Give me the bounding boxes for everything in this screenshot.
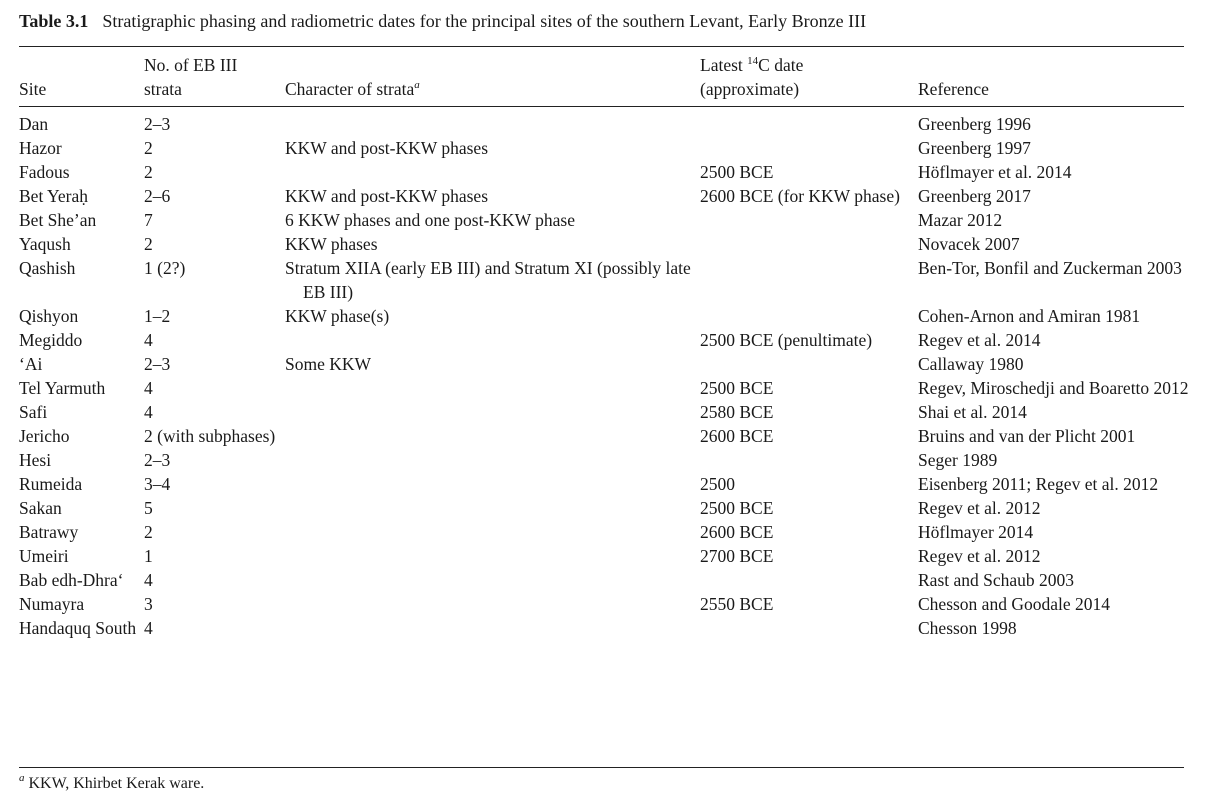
cell-reference: Greenberg 1996 xyxy=(918,114,1031,134)
cell-strata: 2 (with subphases) xyxy=(144,426,276,446)
cell-character: KKW and post-KKW phases xyxy=(285,138,489,158)
cell-site: Batrawy xyxy=(19,522,79,542)
table-row xyxy=(19,256,1189,304)
cell-site: Tel Yarmuth xyxy=(19,378,106,398)
cell-site: Fadous xyxy=(19,162,70,182)
cell-strata: 2 xyxy=(144,138,153,158)
footnote-text: KKW, Khirbet Kerak ware. xyxy=(24,775,205,792)
cell-reference: Chesson 1998 xyxy=(918,618,1017,638)
cell-date: 2600 BCE xyxy=(700,522,774,542)
cell-reference: Seger 1989 xyxy=(918,450,998,470)
cell-date: 2600 BCE (for KKW phase) xyxy=(700,186,900,206)
header-row xyxy=(19,53,1189,102)
cell-reference: Regev et al. 2012 xyxy=(918,498,1041,518)
header-strata: No. of EB III strata xyxy=(144,55,238,99)
cell-character xyxy=(285,472,700,496)
cell-strata: 2–3 xyxy=(144,450,171,470)
table-row xyxy=(19,184,1189,208)
cell-character: 6 KKW phases and one post-KKW phase xyxy=(285,210,575,230)
table-row xyxy=(19,304,1189,328)
top-rule xyxy=(19,46,1184,47)
cell-character xyxy=(285,568,700,592)
cell-reference: Mazar 2012 xyxy=(918,210,1003,230)
cell-character xyxy=(285,160,700,184)
cell-date: 2500 xyxy=(700,474,735,494)
cell-reference: Rast and Schaub 2003 xyxy=(918,570,1075,590)
header-date: Latest $^{14}$C date (approximate) xyxy=(700,55,804,99)
cell-strata: 5 xyxy=(144,498,153,518)
cell-site: Numayra xyxy=(19,594,85,614)
cell-strata: 7 xyxy=(144,210,153,230)
cell-strata: 1 (2?) xyxy=(144,258,186,278)
cell-site: Qishyon xyxy=(19,306,79,326)
cell-date xyxy=(700,448,918,472)
cell-date: 2500 BCE xyxy=(700,378,774,398)
cell-date xyxy=(700,232,918,256)
cell-character xyxy=(285,448,700,472)
table-row xyxy=(19,208,1189,232)
cell-reference: Regev et al. 2014 xyxy=(918,330,1041,350)
cell-character xyxy=(285,424,700,448)
table-title: Stratigraphic phasing and radiometric dates for the principal sites of the southern Levant, Early Bronze III xyxy=(102,11,867,31)
cell-strata: 2 xyxy=(144,234,153,254)
cell-site: Bet She’an xyxy=(19,210,97,230)
cell-site: Hesi xyxy=(19,450,52,470)
table-row xyxy=(19,160,1189,184)
cell-reference: Callaway 1980 xyxy=(918,354,1024,374)
cell-reference: Greenberg 2017 xyxy=(918,186,1031,206)
cell-date: 2500 BCE xyxy=(700,498,774,518)
cell-strata: 3–4 xyxy=(144,474,171,494)
table-caption xyxy=(19,9,1189,33)
cell-strata: 3 xyxy=(144,594,153,614)
table-row xyxy=(19,112,1189,136)
cell-character xyxy=(285,400,700,424)
table-row xyxy=(19,376,1189,400)
cell-date xyxy=(700,352,918,376)
table-body xyxy=(19,112,1189,640)
cell-character xyxy=(285,112,700,136)
table-label: Table 3.1 xyxy=(19,11,89,31)
cell-strata: 2–3 xyxy=(144,354,171,374)
cell-site: Qashish xyxy=(19,258,76,278)
bottom-rule xyxy=(19,767,1184,768)
cell-date: 2600 BCE xyxy=(700,426,774,446)
cell-reference: Greenberg 1997 xyxy=(918,138,1031,158)
cell-reference: Ben-Tor, Bonfil and Zuckerman 2003 xyxy=(918,258,1182,278)
cell-reference: Höflmayer et al. 2014 xyxy=(918,162,1072,182)
header-site: Site xyxy=(19,79,47,99)
cell-strata: 4 xyxy=(144,402,153,422)
cell-date: 2700 BCE xyxy=(700,546,774,566)
header-character: Character of strata$^a$ xyxy=(285,79,420,99)
table-row xyxy=(19,352,1189,376)
footnote-mark: a xyxy=(19,772,25,784)
cell-date xyxy=(700,208,918,232)
cell-character xyxy=(285,520,700,544)
cell-reference: Novacek 2007 xyxy=(918,234,1020,254)
cell-character xyxy=(285,496,700,520)
cell-character: KKW and post-KKW phases xyxy=(285,186,489,206)
cell-site: Bab edh-Dhra‘ xyxy=(19,570,124,590)
table-row xyxy=(19,568,1189,592)
table-row xyxy=(19,400,1189,424)
cell-strata: 2–6 xyxy=(144,186,171,206)
cell-character: KKW phases xyxy=(285,234,378,254)
cell-character xyxy=(285,328,700,352)
cell-date xyxy=(700,568,918,592)
cell-strata: 4 xyxy=(144,378,153,398)
cell-reference: Eisenberg 2011; Regev et al. 2012 xyxy=(918,474,1159,494)
cell-date xyxy=(700,136,918,160)
table-row xyxy=(19,448,1189,472)
table-row xyxy=(19,592,1189,616)
cell-site: ‘Ai xyxy=(19,354,43,374)
cell-character: Stratum XIIA (early EB III) and Stratum XI (possibly late EB III) xyxy=(285,258,691,302)
cell-reference: Cohen-Arnon and Amiran 1981 xyxy=(918,306,1141,326)
cell-character: KKW phase(s) xyxy=(285,306,390,326)
data-table xyxy=(19,53,1189,640)
table-row xyxy=(19,520,1189,544)
cell-strata: 2 xyxy=(144,522,153,542)
cell-date xyxy=(700,256,918,304)
cell-date xyxy=(700,616,918,640)
cell-character xyxy=(285,544,700,568)
cell-date: 2580 BCE xyxy=(700,402,774,422)
cell-character xyxy=(285,616,700,640)
cell-reference: Shai et al. 2014 xyxy=(918,402,1027,422)
cell-strata: 4 xyxy=(144,330,153,350)
cell-date: 2550 BCE xyxy=(700,594,774,614)
cell-reference: Chesson and Goodale 2014 xyxy=(918,594,1110,614)
cell-site: Yaqush xyxy=(19,234,71,254)
table-row xyxy=(19,232,1189,256)
cell-date xyxy=(700,304,918,328)
cell-reference: Bruins and van der Plicht 2001 xyxy=(918,426,1136,446)
table-row xyxy=(19,328,1189,352)
cell-strata: 2–3 xyxy=(144,114,171,134)
table-row xyxy=(19,616,1189,640)
table-row xyxy=(19,424,1189,448)
cell-site: Sakan xyxy=(19,498,62,518)
cell-date: 2500 BCE xyxy=(700,162,774,182)
cell-site: Safi xyxy=(19,402,48,422)
cell-reference: Höflmayer 2014 xyxy=(918,522,1034,542)
cell-site: Jericho xyxy=(19,426,70,446)
cell-site: Hazor xyxy=(19,138,62,158)
table-row xyxy=(19,472,1189,496)
cell-site: Megiddo xyxy=(19,330,83,350)
cell-site: Rumeida xyxy=(19,474,83,494)
footnote-marker: a xyxy=(414,79,420,91)
header-reference: Reference xyxy=(918,79,989,99)
table-footnote xyxy=(19,773,204,795)
cell-strata: 1 xyxy=(144,546,153,566)
cell-site: Bet Yeraḥ xyxy=(19,186,89,206)
cell-character: Some KKW xyxy=(285,354,372,374)
cell-date xyxy=(700,112,918,136)
cell-strata: 2 xyxy=(144,162,153,182)
cell-reference: Regev et al. 2012 xyxy=(918,546,1041,566)
cell-site: Dan xyxy=(19,114,49,134)
cell-date: 2500 BCE (penultimate) xyxy=(700,330,873,350)
cell-strata: 4 xyxy=(144,570,153,590)
table-row xyxy=(19,136,1189,160)
cell-site: Handaquq South xyxy=(19,618,137,638)
cell-character xyxy=(285,376,700,400)
cell-character xyxy=(285,592,700,616)
table-row xyxy=(19,544,1189,568)
cell-strata: 1–2 xyxy=(144,306,171,326)
cell-site: Umeiri xyxy=(19,546,69,566)
table-row xyxy=(19,496,1189,520)
cell-reference: Regev, Miroschedji and Boaretto 2012 xyxy=(918,378,1189,398)
cell-strata: 4 xyxy=(144,618,153,638)
